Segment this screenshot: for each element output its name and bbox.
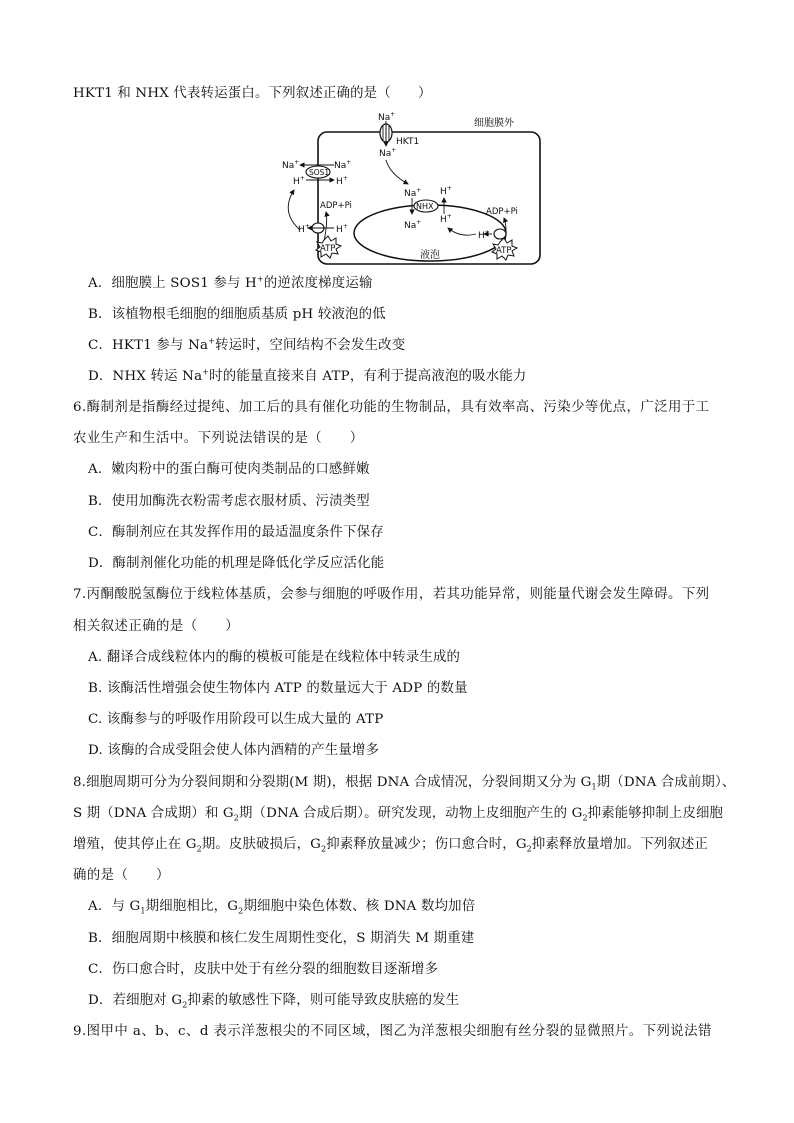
svg-text:Na+: Na+ (404, 187, 422, 199)
svg-text:H+: H+ (336, 223, 348, 235)
hkt1-label: HKT1 (396, 137, 420, 147)
outside-label: 细胞膜外 (474, 118, 514, 129)
svg-text:Na+: Na+ (334, 159, 352, 171)
q6-option-c: C．酶制剂应在其发挥作用的最适温度条件下保存 (88, 525, 384, 540)
q7-stem-line1: 7.丙酮酸脱氢酶位于线粒体基质，会参与细胞的呼吸作用，若其功能异常，则能量代谢会发生障碍。下列 (73, 587, 710, 602)
q8-stem-line3: 增殖，使其停止在 $G_2$期。皮肤破损后，$G_2$抑素释放量减少；伤口愈合时，$G_2$抑素释放量增加。下列叙述正 (73, 837, 708, 854)
svg-text:Na+: Na+ (282, 159, 300, 171)
q6-option-b: B．使用加酶洗衣粉需考虑衣服材质、污渍类型 (88, 494, 370, 509)
q8-option-d: D．若细胞对 $G_2$抑素的敏感性下降，则可能导致皮肤癌的发生 (88, 993, 460, 1010)
q8-option-a: A．与 $G_1$期细胞相比，$G_2$期细胞中染色体数、核 DNA 数均加倍 (88, 899, 476, 916)
q7-option-c: C. 该酶参与的呼吸作用阶段可以生成大量的 ATP (88, 712, 384, 727)
sos1-transporter-icon (306, 166, 330, 178)
q8-stem-line2: S 期（DNA 合成期）和 $G_2$期（DNA 合成后期）。研究发现，动物上皮细胞产生的 $G_2$抑素能够抑制上皮细胞 (73, 806, 724, 823)
q8-option-c: C．伤口愈合时，皮肤中处于有丝分裂的细胞数目逐渐增多 (88, 962, 439, 977)
q5-option-d: D．NHX 转运 Na+时的能量直接来自 ATP，有利于提高液泡的吸水能力 (88, 367, 527, 384)
question-5-intro: HKT1 和 NHX 代表转运蛋白。下列叙述正确的是（ ） (73, 86, 432, 101)
q8-option-b: B．细胞周期中核膜和核仁发生周期性变化，S 期消失 M 期重建 (88, 931, 475, 946)
q7-stem-line2: 相关叙述正确的是（ ） (73, 619, 240, 634)
svg-text:Na+: Na+ (379, 147, 397, 159)
svg-text:ATP: ATP (496, 246, 512, 256)
q6-stem-line2: 农业生产和生活中。下列说法错误的是（ ） (73, 431, 364, 446)
svg-text:H+: H+ (336, 175, 348, 187)
svg-text:H+: H+ (298, 223, 310, 235)
svg-text:H+: H+ (440, 213, 452, 225)
q8-stem-line4: 确的是（ ） (73, 868, 170, 883)
svg-text:H+: H+ (440, 185, 452, 197)
svg-text:ATP: ATP (320, 244, 336, 254)
q6-option-a: A．嫩肉粉中的蛋白酶可使肉类制品的口感鲜嫩 (88, 462, 370, 477)
q8-stem-line1: 8.细胞周期可分为分裂间期和分裂期(M 期)，根据 DNA 合成情况，分裂间期又分为 $G_1$期（DNA 合成前期）、 (73, 775, 736, 792)
q7-option-a: A. 翻译合成线粒体内的酶的模板可能是在线粒体中转录生成的 (88, 650, 461, 665)
vacuole-label: 液泡 (420, 250, 440, 261)
svg-text:ADP+Pi: ADP+Pi (486, 207, 518, 217)
svg-text:SOS1: SOS1 (309, 168, 330, 177)
svg-text:NHX: NHX (416, 202, 434, 211)
q5-option-c: C．HKT1 参与 Na+转运时，空间结构不会发生改变 (88, 336, 406, 353)
q6-stem-line1: 6.酶制剂是指酶经过提纯、加工后的具有催化功能的生物制品，具有效率高、污染少等优点，广泛用于工 (73, 400, 710, 415)
svg-text:H+: H+ (478, 229, 490, 241)
svg-text:ADP+Pi: ADP+Pi (320, 201, 352, 211)
q6-option-d: D．酶制剂催化功能的机理是降低化学反应活化能 (88, 556, 385, 571)
q7-option-b: B. 该酶活性增强会使生物体内 ATP 的数量远大于 ADP 的数量 (88, 681, 468, 696)
q5-option-a: A．细胞膜上 SOS1 参与 H+的逆浓度梯度运输 (88, 274, 373, 291)
q9-stem-line1: 9.图甲中 a、b、c、d 表示洋葱根尖的不同区域，图乙为洋葱根尖细胞有丝分裂的显微照片。下列说法错 (73, 1024, 712, 1039)
atp-left-icon (316, 236, 341, 258)
cell-transport-diagram (278, 108, 550, 270)
nhx-transporter-icon (414, 200, 438, 212)
q5-option-b: B．该植物根毛细胞的细胞质基质 pH 较液泡的低 (88, 307, 386, 322)
q7-option-d: D. 该酶的合成受阻会使人体内酒精的产生量增多 (88, 743, 380, 758)
svg-text:H+: H+ (293, 175, 305, 187)
svg-text:Na+: Na+ (404, 219, 422, 231)
svg-text:Na+: Na+ (378, 111, 396, 123)
atp-right-icon (492, 238, 517, 260)
